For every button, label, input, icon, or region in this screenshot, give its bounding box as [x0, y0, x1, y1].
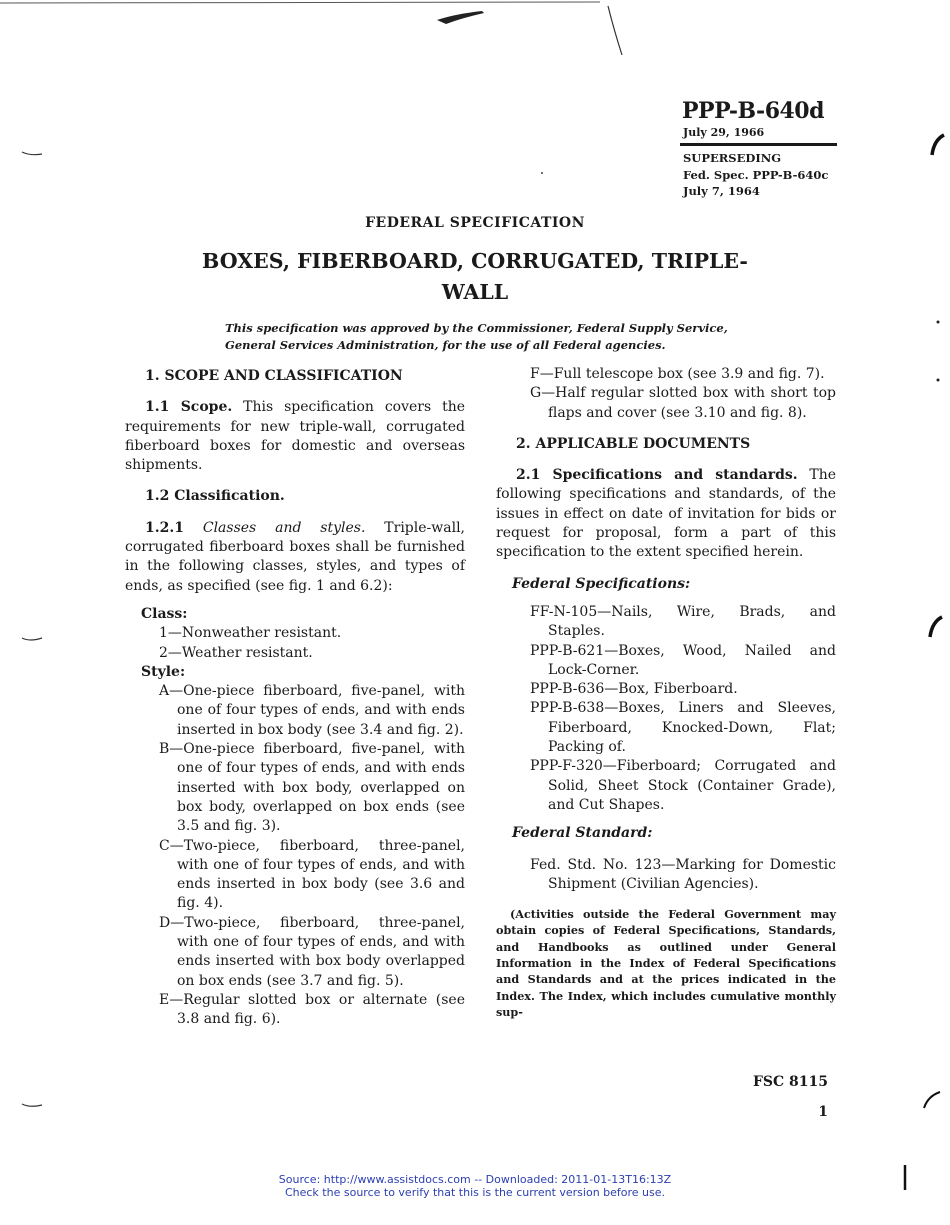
page-title: BOXES, FIBERBOARD, CORRUGATED, TRIPLE-WALL [202, 249, 748, 304]
classes-italic: Classes and styles. [202, 519, 366, 536]
speck [937, 321, 940, 324]
federal-spec-item: PPP-B-636—Box, Fiberboard. [530, 681, 738, 698]
source-footer [0, 1173, 950, 1199]
speck [937, 379, 940, 382]
superseding-label: SUPERSEDING [683, 151, 782, 165]
superseding-date: July 7, 1964 [683, 184, 760, 198]
superseding-spec: Fed. Spec. PPP-B-640c [683, 167, 829, 182]
class-label: Class: [141, 605, 188, 622]
class-item: 2—Weather resistant. [159, 644, 313, 661]
federal-spec-item: PPP-B-621—Boxes, Wood, Nailed and Lock-Corner. [530, 642, 836, 678]
left-margin-mark [22, 638, 42, 640]
federal-spec-item: FF-N-105—Nails, Wire, Brads, and Staples. [530, 603, 836, 640]
style-item: F—Full telescope box (see 3.9 and fig. 7). [530, 366, 825, 382]
header-rule [680, 143, 837, 146]
class-item: 1—Nonweather resistant. [159, 625, 342, 642]
style-item: A—One-piece fiberboard, five-panel, with one of four types of ends, and with ends inserted in box body (see 3.4 and fig. 2). [159, 683, 465, 738]
specs-lead: 2.1 Specifications and standards. [516, 467, 798, 484]
document-type: FEDERAL SPECIFICATION [365, 215, 585, 231]
scope-text: This specification covers the requirements for new triple-wall, corrugated fiberboard boxes for domestic and overseas shipments. [125, 399, 465, 474]
style-item: G—Half regular slotted box with short top flaps and cover (see 3.10 and fig. 8). [530, 385, 836, 421]
spec-date: July 29, 1966 [683, 126, 765, 139]
federal-standard-item: Fed. Std. No. 123—Marking for Domestic Shipment (Civilian Agencies). [530, 856, 836, 892]
top-scan-line [0, 2, 600, 3]
federal-spec-item: PPP-F-320—Fiberboard; Corrugated and Solid, Sheet Stock (Container Grade), and Cut Shapes. [530, 758, 836, 813]
classes-text: Triple-wall, corrugated fiberboard boxes shall be furnished in the following classes, styles, and types of ends, as specified (see fig. 1 and 6.2): [125, 519, 465, 594]
page-number: 1 [818, 1104, 828, 1120]
style-item: D—Two-piece, fiberboard, three-panel, with one of four types of ends, and with ends inserted with box body overlapped on box ends (see 3.7 and fig. 5). [159, 914, 465, 989]
scope-lead: 1.1 Scope. [145, 399, 233, 416]
top-scan-stroke [608, 6, 622, 55]
federal-standard-label: Federal Standard: [512, 825, 653, 842]
source-disclaimer: Check the source to verify that this is the current version before use. [284, 1186, 666, 1199]
right-margin-mark [924, 1092, 940, 1108]
section-2-heading: 2. APPLICABLE DOCUMENTS [516, 435, 751, 452]
spec-id: PPP-B-640d [682, 98, 824, 124]
classes-number: 1.2.1 [145, 519, 184, 536]
left-margin-mark [22, 1104, 42, 1106]
style-label: Style: [141, 663, 186, 680]
classification-heading: 1.2 Classification. [145, 488, 285, 505]
style-item: B—One-piece fiberboard, five-panel, with one of four types of ends, and with ends inserted with box body, overlapped on box body, overlapped on box ends (see 3.5 and fig. 3). [159, 741, 465, 835]
activities-note: (Activities outside the Federal Government may obtain copies of Federal Specifications, Standards, and Handbooks as outlined under General Information in the Index of Federal Specifications and Standards and at the prices indicated in the Index. The Index, which includes cumulative monthly sup- [496, 907, 836, 1019]
right-margin-mark [932, 135, 944, 155]
classes-paragraph [125, 519, 465, 596]
section-1-heading: 1. SCOPE AND CLASSIFICATION [145, 368, 403, 384]
left-column [125, 367, 465, 1030]
style-item: C—Two-piece, fiberboard, three-panel, with one of four types of ends, and with ends inserted in box body (see 3.6 and fig. 4). [159, 837, 465, 912]
approval-note: This specification was approved by the Commissioner, Federal Supply Service, General Services Administration, for the use of all Federal agencies. [225, 321, 728, 352]
top-scan-mark [437, 11, 484, 24]
federal-spec-item: PPP-B-638—Boxes, Liners and Sleeves, Fiberboard, Knocked-Down, Flat; Packing of. [530, 700, 836, 756]
scope-paragraph [125, 398, 465, 475]
left-margin-mark [22, 152, 42, 155]
right-margin-mark [930, 617, 942, 637]
speck [541, 172, 543, 174]
specs-text: The following specifications and standards, of the issues in effect on date of invitation for bids or request for proposal, form a part of this specification to the extent specified herein. [496, 467, 837, 561]
specs-paragraph [496, 466, 836, 562]
source-line: Source: http://www.assistdocs.com -- Downloaded: 2011-01-13T16:13Z [278, 1173, 672, 1186]
superseding-block [683, 150, 828, 200]
right-column [496, 365, 836, 1020]
federal-specs-label: Federal Specifications: [512, 575, 691, 592]
style-item: E—Regular slotted box or alternate (see 3.8 and fig. 6). [159, 991, 465, 1028]
fsc-code: FSC 8115 [752, 1074, 828, 1090]
